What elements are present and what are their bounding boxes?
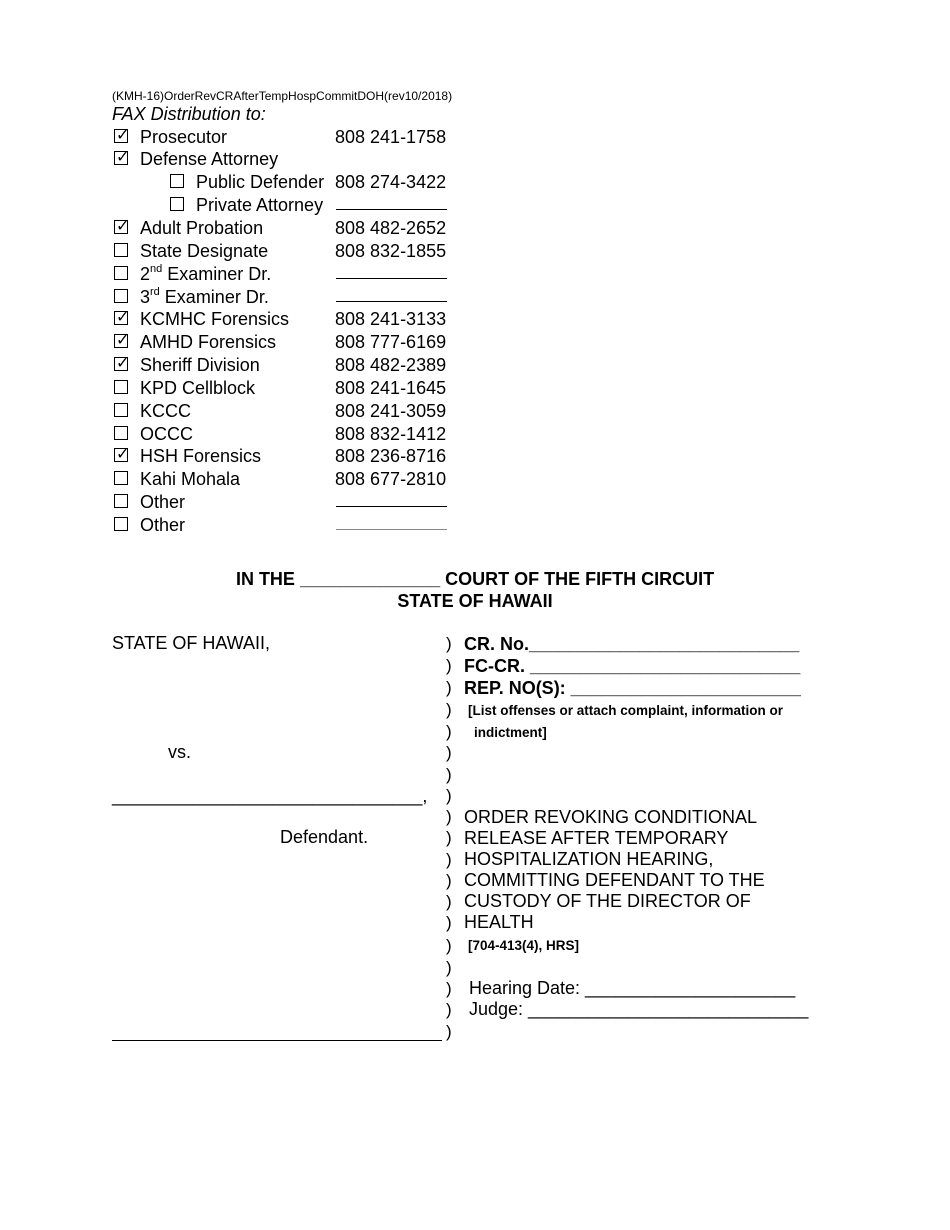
- checkbox-icon[interactable]: [114, 266, 128, 280]
- fax-number: 808 274-3422: [335, 172, 447, 192]
- checkbox-icon[interactable]: [170, 174, 184, 188]
- hearing-date-field[interactable]: Hearing Date: _____________________: [469, 978, 796, 998]
- distribution-label: Prosecutor: [140, 127, 228, 147]
- fax-number-blank[interactable]: [336, 278, 447, 279]
- caption-paren: ): [446, 765, 452, 784]
- form-number: (KMH-16)OrderRevCRAfterTempHospCommitDOH(rev10/2018): [112, 89, 453, 103]
- distribution-label: KCCC: [140, 401, 192, 421]
- caption-paren: ): [446, 1000, 452, 1019]
- order-title-line: COMMITTING DEFENDANT TO THE: [464, 870, 765, 890]
- checkbox-icon[interactable]: [114, 426, 128, 440]
- fax-number: 808 482-2389: [335, 355, 447, 375]
- fax-number-blank[interactable]: [336, 506, 447, 507]
- checkbox-icon[interactable]: [114, 403, 128, 417]
- distribution-label: Kahi Mohala: [140, 469, 241, 489]
- checked-checkbox-icon[interactable]: ✓: [116, 216, 130, 235]
- caption-paren: ): [446, 786, 452, 805]
- checkbox-icon[interactable]: [114, 494, 128, 508]
- fax-number: 808 236-8716: [335, 446, 447, 466]
- caption-paren: ): [446, 936, 452, 955]
- fax-number: 808 677-2810: [335, 469, 447, 489]
- order-title-line: HOSPITALIZATION HEARING,: [464, 849, 714, 869]
- attorney-signature-line[interactable]: [112, 1040, 442, 1041]
- distribution-label: AMHD Forensics: [140, 332, 277, 352]
- distribution-label: 2nd Examiner Dr.: [140, 263, 272, 284]
- caption-paren: ): [446, 979, 452, 998]
- court-heading: IN THE ______________ COURT OF THE FIFTH CIRCUIT: [235, 569, 715, 589]
- caption-paren: ): [446, 1022, 452, 1041]
- caption-paren: ): [446, 722, 452, 741]
- defendant-label: Defendant.: [280, 827, 369, 847]
- checked-checkbox-icon[interactable]: ✓: [116, 353, 130, 372]
- caption-paren: ): [446, 892, 452, 911]
- fax-number-blank[interactable]: [336, 529, 447, 530]
- caption-paren: ): [446, 958, 452, 977]
- distribution-label: Public Defender: [196, 172, 325, 192]
- caption-paren: ): [446, 807, 452, 826]
- distribution-label: 3rd Examiner Dr.: [140, 286, 269, 307]
- cr-number-field[interactable]: CR. No.___________________________: [464, 634, 800, 654]
- checkbox-icon[interactable]: [114, 289, 128, 303]
- caption-paren: ): [446, 634, 452, 653]
- order-title-line: RELEASE AFTER TEMPORARY: [464, 828, 729, 848]
- report-number-field[interactable]: REP. NO(S): _______________________: [464, 678, 801, 698]
- order-title-line: CUSTODY OF THE DIRECTOR OF: [464, 891, 751, 911]
- fc-cr-number-field[interactable]: FC-CR. ___________________________: [464, 656, 801, 676]
- distribution-label: State Designate: [140, 241, 269, 261]
- distribution-label: Private Attorney: [196, 195, 324, 215]
- statute-reference: [704-413(4), HRS]: [468, 938, 580, 953]
- plaintiff-name: STATE OF HAWAII,: [112, 633, 271, 653]
- checkbox-icon[interactable]: [114, 243, 128, 257]
- order-title: [464, 807, 765, 933]
- versus-text: vs.: [168, 742, 192, 762]
- checkbox-icon[interactable]: [170, 197, 184, 211]
- distribution-label: Sheriff Division: [140, 355, 260, 375]
- distribution-label: HSH Forensics: [140, 446, 262, 466]
- caption-paren: ): [446, 678, 452, 697]
- caption-paren: ): [446, 871, 452, 890]
- distribution-label: Adult Probation: [140, 218, 264, 238]
- checked-checkbox-icon[interactable]: ✓: [116, 330, 130, 349]
- list-offenses-note: [List offenses or attach complaint, information or: [468, 703, 784, 718]
- defendant-name-blank[interactable]: _______________________________,: [112, 786, 428, 806]
- caption-paren: ): [446, 913, 452, 932]
- checkbox-icon[interactable]: [114, 517, 128, 531]
- fax-number: 808 832-1855: [335, 241, 447, 261]
- checked-checkbox-icon[interactable]: ✓: [116, 444, 130, 463]
- caption-paren: ): [446, 656, 452, 675]
- checked-checkbox-icon[interactable]: ✓: [116, 307, 130, 326]
- fax-number: 808 241-3133: [335, 309, 447, 329]
- fax-number: 808 241-1758: [335, 127, 447, 147]
- caption-paren: ): [446, 700, 452, 719]
- caption-paren: ): [446, 743, 452, 762]
- fax-distribution-heading: FAX Distribution to:: [112, 104, 266, 124]
- checkbox-icon[interactable]: [114, 471, 128, 485]
- checked-checkbox-icon[interactable]: ✓: [116, 125, 130, 144]
- list-offenses-note-cont: indictment]: [474, 725, 547, 740]
- fax-number: 808 832-1412: [335, 424, 447, 444]
- judge-field[interactable]: Judge: ____________________________: [469, 999, 809, 1019]
- fax-number-blank[interactable]: [336, 301, 447, 302]
- distribution-label: KCMHC Forensics: [140, 309, 290, 329]
- order-title-line: ORDER REVOKING CONDITIONAL: [464, 807, 758, 827]
- fax-number-blank[interactable]: [336, 209, 447, 210]
- fax-number: 808 241-3059: [335, 401, 447, 421]
- distribution-label: OCCC: [140, 424, 193, 444]
- caption-paren: ): [446, 828, 452, 847]
- checked-checkbox-icon[interactable]: ✓: [116, 147, 130, 166]
- distribution-label: Defense Attorney: [140, 149, 279, 169]
- distribution-label: Other: [140, 515, 186, 535]
- fax-number: 808 241-1645: [335, 378, 447, 398]
- distribution-label: Other: [140, 492, 186, 512]
- distribution-label: KPD Cellblock: [140, 378, 256, 398]
- fax-number: 808 482-2652: [335, 218, 447, 238]
- state-heading: STATE OF HAWAII: [397, 591, 553, 611]
- fax-number: 808 777-6169: [335, 332, 447, 352]
- order-title-line: HEALTH: [464, 912, 534, 932]
- caption-paren: ): [446, 850, 452, 869]
- checkbox-icon[interactable]: [114, 380, 128, 394]
